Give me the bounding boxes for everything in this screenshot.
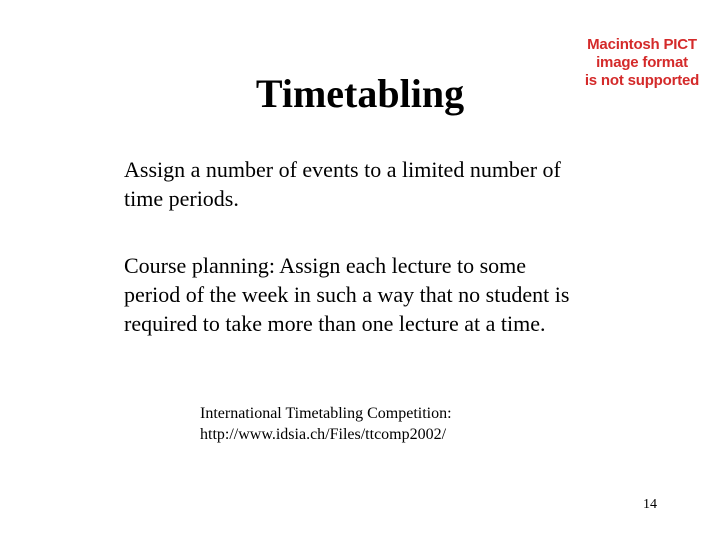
note-url: http://www.idsia.ch/Files/ttcomp2002/: [200, 426, 447, 443]
page-number: 14: [643, 497, 657, 512]
unsupported-image-placeholder: [582, 36, 702, 90]
paragraph-line: Course planning: Assign each lecture to some: [124, 253, 527, 278]
competition-note: [200, 403, 452, 445]
paragraph-line: required to take more than one lecture at a time.: [124, 311, 546, 336]
paragraph-line: period of the week in such a way that no student is: [124, 282, 570, 307]
slide-title: Timetabling: [255, 71, 465, 116]
placeholder-line: image format: [596, 54, 688, 71]
paragraph-line: time periods.: [124, 186, 239, 211]
paragraph-line: Assign a number of events to a limited number of: [124, 157, 561, 182]
placeholder-line: is not supported: [584, 72, 700, 89]
placeholder-line: Macintosh PICT: [587, 36, 697, 53]
note-line: International Timetabling Competition:: [200, 405, 452, 422]
paragraph-course-planning: [124, 251, 569, 338]
paragraph-definition: [124, 155, 561, 213]
